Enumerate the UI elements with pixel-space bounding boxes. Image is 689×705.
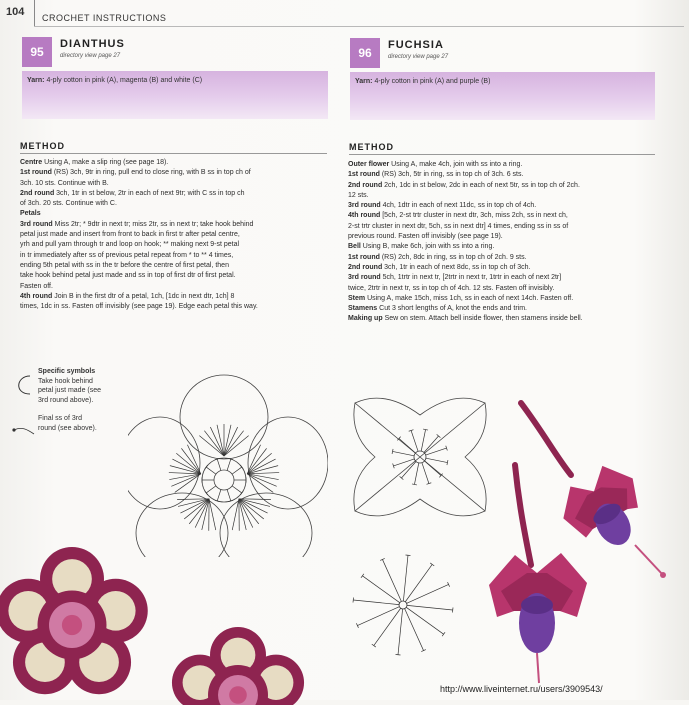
- instruction-label: 1st round: [348, 171, 380, 178]
- stitch-symbol: [424, 461, 440, 476]
- instruction-label: Centre: [20, 159, 42, 166]
- instruction-text: 3ch, 1tr in st below, 2tr in each of next 9tr; with C ss in top ch: [54, 190, 244, 197]
- hook-behind-symbol-icon: [19, 376, 30, 394]
- instruction-line: [348, 304, 678, 314]
- stitch-symbol: [227, 459, 231, 470]
- instruction-line: [20, 230, 332, 240]
- instruction-label: 1st round: [348, 254, 380, 261]
- instruction-label: 2nd round: [348, 264, 382, 271]
- instruction-line: [20, 292, 332, 302]
- stitch-symbol: [217, 459, 221, 470]
- instruction-line: [348, 170, 678, 180]
- instruction-text: Cut 3 short lengths of A, knot the ends and trim.: [377, 305, 527, 312]
- instruction-label: 4th round: [20, 293, 52, 300]
- specific-symbol-line: petal just made (see: [38, 386, 101, 396]
- specific-symbols-icons: [8, 368, 38, 458]
- instruction-text: Sew on stem. Attach bell inside flower, then stamens inside bell.: [383, 315, 583, 322]
- instruction-label: Stamens: [348, 305, 377, 312]
- specific-symbol-line: Final ss of 3rd: [38, 414, 101, 424]
- stitch-symbol: [426, 458, 448, 462]
- pattern-title: FUCHSIA: [388, 39, 444, 51]
- instructions-dianthus: [20, 158, 332, 312]
- instruction-text: (RS) 3ch, 5tr in ring, ss in top ch of 3ch. 6 sts.: [380, 171, 524, 178]
- method-heading: METHOD: [20, 141, 65, 151]
- instruction-text: 3ch. 10 sts. Continue with B.: [20, 180, 109, 187]
- instruction-text: 5ch, 1trtr in next tr, [2trtr in next tr, 1trtr in each of next 2tr]: [381, 274, 562, 281]
- instruction-line: [20, 261, 332, 271]
- specific-symbols-block: [38, 367, 101, 433]
- stitch-symbol: [232, 467, 242, 474]
- stitch-symbol: [424, 436, 439, 452]
- stitch-symbol: [398, 609, 403, 655]
- instruction-label: 3rd round: [20, 221, 53, 228]
- stitch-symbol: [442, 632, 445, 636]
- stitch-symbol: [240, 465, 243, 469]
- instruction-line: [20, 189, 332, 199]
- stitch-symbol: [217, 490, 221, 501]
- instruction-line: [20, 251, 332, 261]
- pattern-number-badge: 96: [350, 38, 380, 68]
- stitch-symbol: [426, 448, 447, 455]
- instruction-line: [348, 263, 678, 273]
- instruction-line: [20, 240, 332, 250]
- stitch-symbol: [399, 438, 415, 453]
- instruction-label: Bell: [348, 243, 361, 250]
- header-rule: [34, 26, 684, 27]
- stitch-symbol: [447, 460, 448, 465]
- instructions-fuchsia: [348, 160, 678, 325]
- stitch-symbol: [393, 459, 414, 466]
- instruction-text: (RS) 2ch, 8dc in ring, ss in top ch of 2ch. 9 sts.: [380, 254, 527, 261]
- instruction-line: [20, 179, 332, 189]
- stitch-symbol: [205, 491, 208, 495]
- instruction-text: Join B in the first dtr of a petal, 1ch, [1dc in next dtr, 1ch] 8: [52, 293, 234, 300]
- instruction-text: twice, 2trtr in next tr, ss in top ch of 4ch. 12 sts. Fasten off invisibly.: [348, 285, 554, 292]
- header-divider: [34, 0, 35, 26]
- running-head: CROCHET INSTRUCTIONS: [42, 13, 166, 23]
- instruction-text: ending 5th petal with ss in the tr before the centre of first petal, then: [20, 262, 229, 269]
- instruction-text: Using A, make a slip ring (see page 18).: [42, 159, 168, 166]
- instruction-text: [5ch, 2-st trtr cluster in next dtr, 3ch, miss 2ch, ss in next ch,: [380, 212, 568, 219]
- instruction-label: 2nd round: [348, 182, 382, 189]
- stitch-symbol: [353, 600, 399, 605]
- method-heading: METHOD: [349, 142, 394, 152]
- specific-symbols-title: Specific symbols: [38, 367, 101, 377]
- method-rule: [20, 153, 327, 154]
- instruction-line: [20, 220, 332, 230]
- instruction-text: 4ch, 1dtr in each of next 11dc, ss in top ch of 4ch.: [381, 202, 537, 209]
- instruction-line: [348, 160, 678, 170]
- stitch-symbol: [247, 474, 278, 480]
- stitch-symbol: [209, 499, 216, 530]
- instruction-text: previous round. Fasten off invisibly (see page 19).: [348, 233, 503, 240]
- instruction-text: in tr immediately after ss of previous petal repeat from * to ** 4 times,: [20, 252, 233, 259]
- instruction-label: 2nd round: [20, 190, 54, 197]
- dianthus-stitch-chart: [128, 367, 328, 557]
- stitch-symbol: [247, 459, 275, 474]
- specific-symbol-2-text: [38, 414, 101, 433]
- stitch-symbol: [405, 609, 424, 651]
- instruction-text: Using B, make 6ch, join with ss into a ring.: [361, 243, 494, 250]
- stitch-symbol: [372, 644, 376, 647]
- stitch-symbol: [172, 459, 200, 474]
- stitch-symbol: [169, 474, 200, 480]
- dianthus-flower-large: [0, 547, 148, 694]
- fuchsia-outer-flower-chart: [345, 385, 495, 530]
- instruction-line: [348, 201, 678, 211]
- instruction-label: Stem: [348, 295, 365, 302]
- instruction-line: [20, 282, 332, 292]
- instruction-text: (RS) 3ch, 9tr in ring, pull end to close ring, with B ss in top ch of: [52, 169, 251, 176]
- instruction-text: 12 sts.: [348, 192, 369, 199]
- stitch-symbol: [180, 499, 209, 513]
- instruction-text: petal just made and insert from front to back in first tr after petal centre,: [20, 231, 240, 238]
- stitch-symbol: [421, 430, 425, 452]
- yarn-text: Yarn: 4-ply cotton in pink (A) and purple (B): [355, 78, 490, 85]
- stitch-symbol: [430, 563, 434, 566]
- specific-symbol-line: round (see above).: [38, 424, 101, 434]
- instruction-label: Outer flower: [348, 161, 389, 168]
- stitch-symbol: [422, 463, 429, 484]
- instruction-line: [348, 211, 678, 221]
- instruction-line: [348, 284, 678, 294]
- stitch-symbol: [393, 451, 415, 455]
- stitch-symbol: [405, 564, 432, 601]
- dianthus-flower-photo-2: [160, 625, 310, 705]
- instruction-line: [20, 209, 332, 219]
- stitch-symbol: [361, 574, 364, 578]
- instruction-label: Making up: [348, 315, 383, 322]
- instruction-line: [348, 242, 678, 252]
- stitch-symbol: [423, 429, 428, 430]
- pattern-title: DIANTHUS: [60, 38, 125, 50]
- stitch-symbol: [414, 463, 418, 485]
- stitch-symbol: [232, 486, 242, 493]
- stitch-symbol: [382, 559, 401, 601]
- instruction-line: [348, 181, 678, 191]
- stitch-symbol: [227, 490, 231, 501]
- instruction-label: 1st round: [20, 169, 52, 176]
- stitch-symbol: [412, 484, 417, 485]
- instruction-label: 3rd round: [348, 202, 381, 209]
- instruction-line: [348, 294, 678, 304]
- stitch-symbol: [407, 605, 453, 610]
- fuchsia-bell-chart: [343, 543, 463, 673]
- stitch-symbol: [411, 430, 418, 451]
- stitch-symbol: [232, 499, 239, 530]
- method-rule: [349, 154, 655, 155]
- instruction-line: [348, 253, 678, 263]
- specific-symbol-line: Take hook behind: [38, 377, 101, 387]
- stitch-symbol: [403, 555, 408, 601]
- instruction-line: [348, 314, 678, 324]
- stitch-symbol: [205, 465, 208, 469]
- instruction-line: [20, 302, 332, 312]
- instruction-text: Using A, make 15ch, miss 1ch, ss in each of next 14ch. Fasten off.: [365, 295, 573, 302]
- instruction-label: 4th round: [348, 212, 380, 219]
- instruction-line: [348, 191, 678, 201]
- stitch-symbol: [357, 607, 399, 626]
- instruction-text: 3ch, 1tr in each of next 8dc, ss in top ch of 3ch.: [382, 264, 530, 271]
- stitch-symbol: [206, 467, 216, 474]
- instruction-line: [20, 158, 332, 168]
- instruction-text: yrh and pull yarn through tr and loop on hook; ** making next 9-st petal: [20, 241, 239, 248]
- instruction-line: [348, 222, 678, 232]
- instruction-text: times, 1dc in ss. Fasten off invisibly (see page 19). Edge each petal this way.: [20, 303, 258, 310]
- instruction-line: [348, 273, 678, 283]
- instruction-line: [20, 168, 332, 178]
- stitch-symbol: [240, 491, 243, 495]
- yarn-band: [350, 72, 655, 120]
- instruction-line: [20, 199, 332, 209]
- stitch-symbol: [206, 486, 216, 493]
- stitch-symbol: [407, 584, 449, 603]
- stitch-symbol: [239, 499, 271, 500]
- pattern-subtitle: directory view page 27: [60, 53, 120, 59]
- instruction-label: Petals: [20, 210, 41, 217]
- pattern-subtitle: directory view page 27: [388, 54, 448, 60]
- stitch-symbol: [392, 449, 393, 454]
- instruction-text: Using A, make 4ch, join with ss into a ring.: [389, 161, 522, 168]
- page-number: 104: [6, 6, 24, 18]
- pattern-number-badge: 95: [22, 37, 52, 67]
- instruction-text: take hook behind petal just made and ss in top of first dtr of first petal.: [20, 272, 236, 279]
- instruction-text: 2ch, 1dc in st below, 2dc in each of next 5tr, ss in top ch of 2ch.: [382, 182, 580, 189]
- stitch-symbol: [406, 607, 443, 634]
- stitch-symbol: [401, 461, 416, 477]
- specific-symbol-line: 3rd round above).: [38, 396, 101, 406]
- specific-symbol-1-text: [38, 377, 101, 406]
- yarn-text: Yarn: 4-ply cotton in pink (A), magenta (B) and white (C): [27, 77, 202, 84]
- stitch-symbol: [374, 608, 401, 645]
- stitch-symbol: [239, 499, 268, 513]
- flower-core: [229, 686, 247, 704]
- yarn-band: [22, 71, 328, 119]
- instruction-text: Fasten off.: [20, 283, 53, 290]
- stitch-symbol: [362, 576, 399, 603]
- flower-core: [62, 615, 82, 635]
- instruction-text: Miss 2tr; * 9dtr in next tr; miss 2tr, ss in next tr; take hook behind: [53, 221, 254, 228]
- stitch-symbol: [177, 499, 209, 500]
- instruction-text: of 3ch. 20 sts. Continue with C.: [20, 200, 117, 207]
- instruction-line: [20, 271, 332, 281]
- instruction-label: 3rd round: [348, 274, 381, 281]
- instruction-line: [348, 232, 678, 242]
- fuchsia-flower-photo: [485, 395, 685, 685]
- watermark-url: http://www.liveinternet.ru/users/3909543/: [440, 684, 603, 694]
- instruction-text: 2-st trtr cluster in next dtr, 5ch, ss in next dtr] 4 times, ending ss in ss of: [348, 223, 568, 230]
